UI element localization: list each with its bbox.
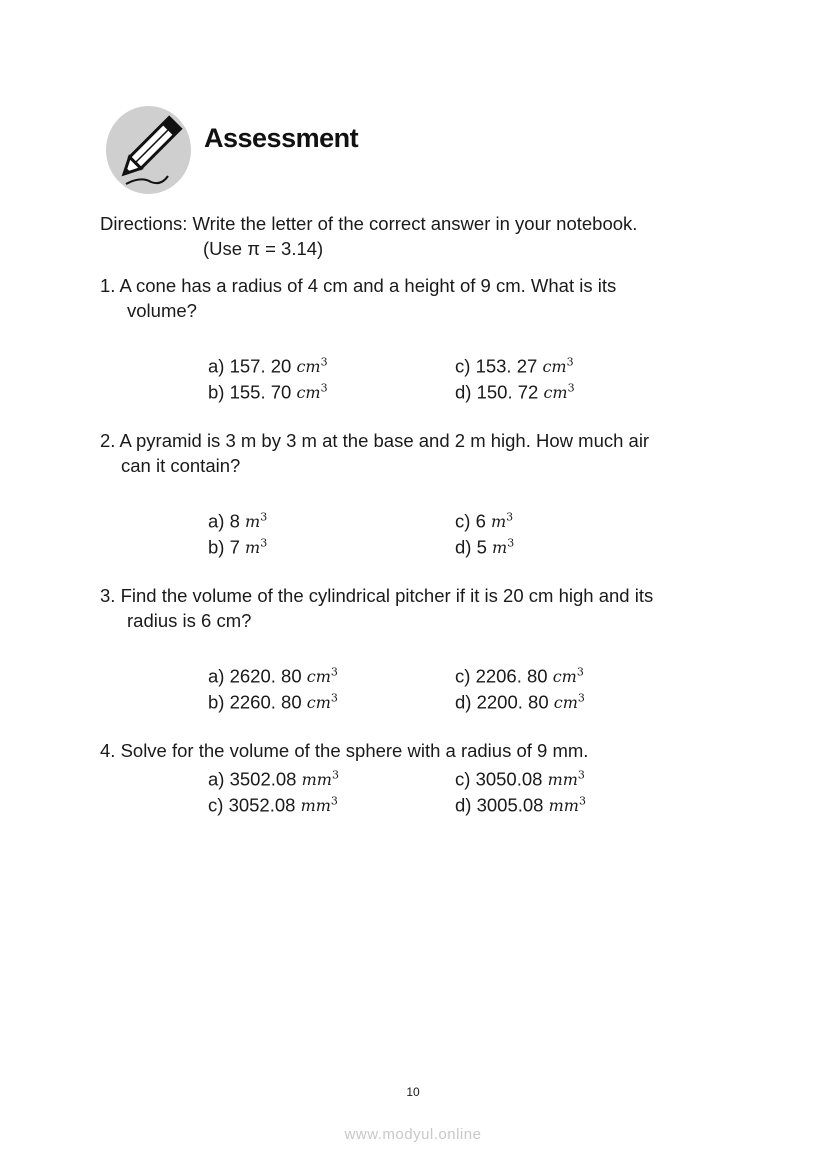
unit-exponent: 3 <box>576 666 584 679</box>
unit-exponent: 3 <box>260 511 268 524</box>
option-label: a) <box>208 510 225 532</box>
question-text: 4. Solve for the volume of the sphere with a radius of 9 mm. <box>100 740 589 761</box>
unit-text: cm <box>306 693 331 713</box>
unit-text: m <box>245 538 261 558</box>
option-value: 2260. 80 <box>229 691 302 713</box>
option-unit <box>542 357 573 376</box>
unit-exponent: 3 <box>330 692 338 705</box>
option-unit <box>245 512 267 531</box>
option-unit <box>296 357 327 376</box>
option-value: 2206. 80 <box>475 665 548 687</box>
unit-exponent: 3 <box>578 795 586 808</box>
unit-text: cm <box>542 357 567 377</box>
option-value: 6 <box>475 510 486 532</box>
unit-text: mm <box>548 796 579 816</box>
unit-exponent: 3 <box>567 382 575 395</box>
unit-exponent: 3 <box>577 769 585 782</box>
unit-exponent: 3 <box>506 511 514 524</box>
question-text-cont: radius is 6 cm? <box>127 610 252 631</box>
unit-text: mm <box>300 796 331 816</box>
unit-text: mm <box>547 770 578 790</box>
option-label: b) <box>208 536 225 558</box>
option-unit <box>301 796 338 815</box>
option-label: d) <box>455 794 472 816</box>
pi-note: (Use π = 3.14) <box>203 238 324 259</box>
option-label: c) <box>208 794 224 816</box>
answer-option <box>455 686 585 716</box>
question-text-cont: can it contain? <box>121 455 241 476</box>
unit-text: cm <box>553 693 578 713</box>
answer-option <box>208 531 267 561</box>
answer-option <box>208 376 328 406</box>
unit-exponent: 3 <box>507 537 515 550</box>
option-label: a) <box>208 355 225 377</box>
option-unit <box>296 383 327 402</box>
page-title: Assessment <box>204 123 359 153</box>
option-label: b) <box>208 691 225 713</box>
option-value: 3050.08 <box>475 768 543 790</box>
unit-text: cm <box>296 357 321 377</box>
answer-option <box>208 686 338 716</box>
option-unit <box>307 667 338 686</box>
option-label: d) <box>455 691 472 713</box>
option-value: 157. 20 <box>229 355 292 377</box>
option-unit <box>492 538 514 557</box>
answer-option <box>208 789 338 819</box>
unit-exponent: 3 <box>260 537 268 550</box>
unit-text: mm <box>301 770 332 790</box>
unit-exponent: 3 <box>330 666 338 679</box>
answer-option <box>455 789 586 819</box>
option-value: 2620. 80 <box>229 665 302 687</box>
unit-exponent: 3 <box>330 795 338 808</box>
unit-exponent: 3 <box>320 356 328 369</box>
option-label: c) <box>455 355 471 377</box>
directions-text: Directions: Write the letter of the correct answer in your notebook. <box>100 213 638 234</box>
option-label: b) <box>208 381 225 403</box>
option-label: c) <box>455 665 471 687</box>
option-value: 8 <box>229 510 240 532</box>
option-unit <box>553 667 584 686</box>
pencil-icon <box>106 106 191 194</box>
unit-text: cm <box>543 383 568 403</box>
option-value: 7 <box>229 536 240 558</box>
unit-text: m <box>245 512 261 532</box>
option-unit <box>554 693 585 712</box>
answer-option <box>455 376 575 406</box>
option-value: 3502.08 <box>229 768 297 790</box>
question-text-cont: volume? <box>127 300 197 321</box>
option-label: d) <box>455 536 472 558</box>
option-value: 2200. 80 <box>476 691 549 713</box>
option-label: c) <box>455 510 471 532</box>
page-number: 10 <box>406 1085 420 1099</box>
unit-text: m <box>492 538 508 558</box>
option-unit <box>491 512 513 531</box>
option-unit <box>245 538 267 557</box>
option-unit <box>549 796 586 815</box>
unit-text: cm <box>306 667 331 687</box>
answer-option <box>455 531 514 561</box>
option-unit <box>302 770 339 789</box>
option-label: a) <box>208 768 225 790</box>
option-unit <box>307 693 338 712</box>
unit-text: cm <box>296 383 321 403</box>
option-unit <box>548 770 585 789</box>
option-label: c) <box>455 768 471 790</box>
option-value: 3005.08 <box>476 794 544 816</box>
watermark: www.modyul.online <box>344 1126 482 1143</box>
unit-exponent: 3 <box>331 769 339 782</box>
option-value: 5 <box>476 536 487 558</box>
unit-text: cm <box>552 667 577 687</box>
option-unit <box>543 383 574 402</box>
option-value: 3052.08 <box>228 794 296 816</box>
question-text: 2. A pyramid is 3 m by 3 m at the base and 2 m high. How much air <box>100 430 650 451</box>
unit-text: m <box>491 512 507 532</box>
question-text: 3. Find the volume of the cylindrical pitcher if it is 20 cm high and its <box>100 585 654 606</box>
unit-exponent: 3 <box>320 382 328 395</box>
question-text: 1. A cone has a radius of 4 cm and a height of 9 cm. What is its <box>100 275 617 296</box>
option-value: 153. 27 <box>475 355 538 377</box>
unit-exponent: 3 <box>566 356 574 369</box>
unit-exponent: 3 <box>577 692 585 705</box>
option-label: a) <box>208 665 225 687</box>
option-value: 155. 70 <box>229 381 292 403</box>
option-label: d) <box>455 381 472 403</box>
option-value: 150. 72 <box>476 381 539 403</box>
